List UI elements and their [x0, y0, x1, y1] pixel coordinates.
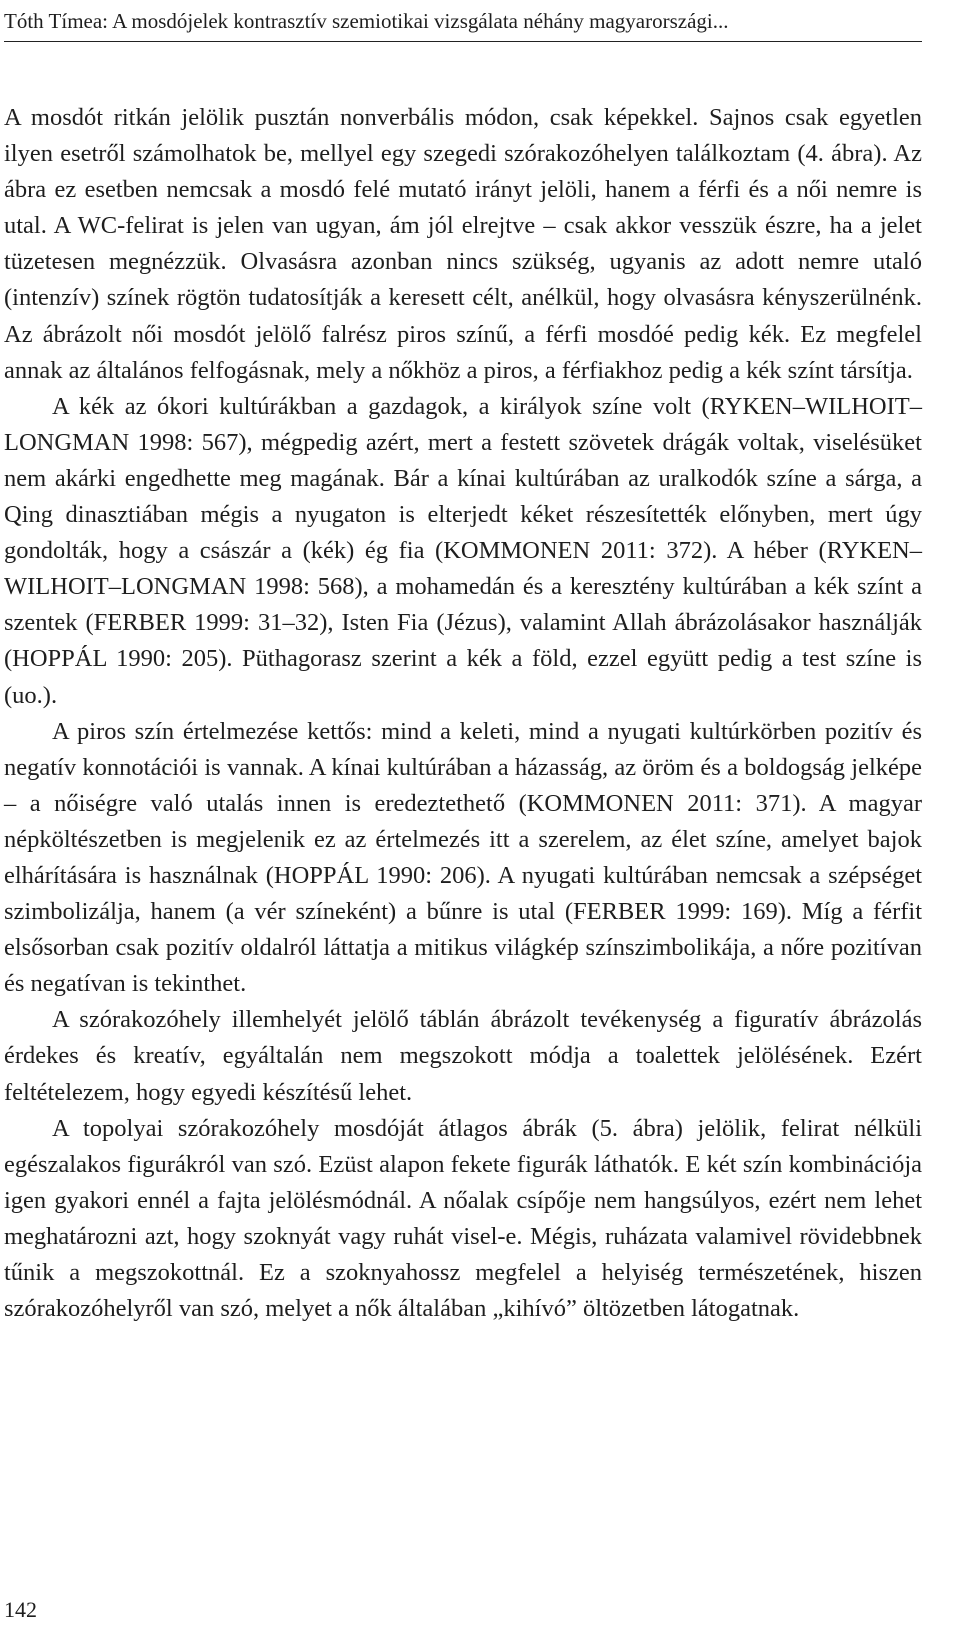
paragraph-washroom-nonverbal: A mosdót ritkán jelölik pusztán nonverbális módon, csak képekkel. Sajnos csak egyetlen ilyen esetről számolhatok be, mellyel egy szegedi szórakozóhelyen találkoztam (4. ábra). Az ábra ez esetben nemcsak a mosdó felé mutató irányt jelöli, hanem a férfi és a női nemre is utal. A WC-felirat is jelen van ugyan, ám jól elrejtve – csak akkor vesszük észre, ha a jelet tüzetesen megnézzük. Olvasásra azonban nincs szükség, ugyanis az adott nemre utaló (intenzív) színek rögtön tudatosítják a keresett célt, anélkül, hogy olvasásra kényszerülnénk. Az ábrázolt női mosdót jelölő falrész piros színű, a férfi mosdóé pedig kék. Ez megfelel annak az általános felfogásnak, mely a nőkhöz a piros, a férfiakhoz pedig a kék színt társítja. [4, 104, 922, 384]
paragraph-blue-color: A kék az ókori kultúrákban a gazdagok, a királyok színe volt (RYKEN–WILHOIT–LONGMAN 1998: 567), mégpedig azért, mert a festett szövetek drágák voltak, viselésüket nem akárki engedhette meg magának. Bár a kínai kultúrában az uralkodók színe a sárga, a Qing dinasztiában mégis a nyugaton is elterjedt kéket részesítették előnyben, mert úgy gondolták, hogy a császár a (kék) ég fia (KOMMONEN 2011: 372). A héber (RYKEN–WILHOIT–LONGMAN 1998: 568), a mohamedán és a keresztény kultúrában a kék színt a szentek (FERBER 1999: 31–32), Isten Fia (Jézus), valamint Allah ábrázolásakor használják (HOPPÁL 1990: 205). Püthagorasz szerint a kék a föld, ezzel együtt pedig a test színe is (uo.). [4, 392, 922, 709]
body-text [4, 100, 922, 1327]
paragraph-red-color: A piros szín értelmezése kettős: mind a keleti, mind a nyugati kultúrkörben pozitív és negatív konnotációi is vannak. A kínai kultúrában a házasság, az öröm és a boldogság jelképe – a nőiségre való utalás innen is eredeztethető (KOMMONEN 2011: 371). A magyar népköltészetben is megjelenik ez az értelmezés itt a szerelem, az élet színe, amelyet bajok elhárítására is használnak (HOPPÁL 1990: 206). A nyugati kultúrában nemcsak a szépséget szimbolizálja, hanem (a vér színeként) a bűnre is utal (FERBER 1999: 169). Míg a férfit elsősorban csak pozitív oldalról láttatja a mitikus világkép színszimbolikája, a nőre pozitívan és negatívan is tekinthet. [4, 717, 922, 998]
page-number: 142 [4, 1597, 37, 1622]
paragraph-figurative-sign: A szórakozóhely illemhelyét jelölő táblán ábrázolt tevékenység a figuratív ábrázolás érdekes és kreatív, egyáltalán nem megszokott módja a toalettek jelölésének. Ezért feltételezem, hogy egyedi készítésű lehet. [4, 1006, 922, 1106]
paragraph-topolya-washroom: A topolyai szórakozóhely mosdóját átlagos ábrák (5. ábra) jelölik, felirat nélküli egészalakos figurákról van szó. Ezüst alapon fekete figurák láthatók. E két szín kombinációja igen gyakori ennél a fajta jelölésmódnál. A nőalak csípője nem hangsúlyos, ezért nem lehet meghatározni azt, hogy szoknyát vagy ruhát visel-e. Mégis, ruházata valamivel rövidebbnek tűnik a megszokottnál. Ez a szoknyahossz megfelel a helyiség természetének, hiszen szórakozóhelyről van szó, melyet a nők általában „kihívó” öltözetben látogatnak. [4, 1114, 922, 1323]
running-head: Tóth Tímea: A mosdójelek kontrasztív szemiotikai vizsgálata néhány magyarországi... [4, 8, 922, 42]
